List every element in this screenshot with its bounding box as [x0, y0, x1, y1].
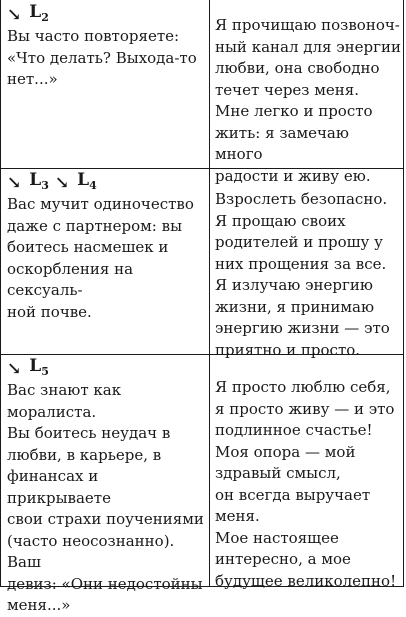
level-label: ↘ $L_2$ [7, 2, 49, 25]
arrow-down-right-icon: ↘ [7, 173, 22, 193]
problem-cell [1, 169, 210, 354]
level-label: ↘ $L_3$ ↘ $L_4$ [7, 170, 97, 193]
affirmation-cell [210, 355, 403, 590]
problem-text: Вы часто повторяете: «Что делать? Выхода-то нет...» [7, 27, 197, 88]
arrow-down-right-icon: ↘ [7, 5, 22, 25]
problem-cell [1, 0, 210, 168]
arrow-down-right-icon: ↘ [54, 173, 70, 193]
table-row [1, 354, 403, 614]
affirmation-cell [210, 169, 403, 359]
affirmation-text: Взрослеть безопасно. Я прощаю своих родителей и прошу у них прощения за все. Я излучаю энергию жизни, я принимаю энергию жизни — это приятно и просто. [215, 190, 390, 359]
table-row [1, 168, 403, 359]
affirmation-text: Я просто люблю себя, я просто живу — и это подлинное счастье! Моя опора — мой здравый смысл, он всегда выручает меня. Мое настоящее интересно, а мое будущее великолепно! [215, 378, 397, 590]
problem-text: Вас знают как моралиста. Вы боитесь неудач в любви, в карьере, в финансах и прикрываете свои страхи поучениями (часто неосознанно). Ваш девиз: «Они недостойны меня...» [7, 381, 204, 614]
affirmation-text: Я прочищаю позвоноч- ный канал для энергии любви, она свободно течет через меня. Мне легко и просто жить: я замечаю много радости и живу ею. [215, 16, 401, 185]
arrow-down-right-icon: ↘ [7, 359, 22, 379]
problem-text: Вас мучит одиночество даже с партнером: вы боитесь насмешек и оскорбления на сексуаль- ной почве. [7, 195, 194, 321]
affirmation-cell [210, 0, 403, 185]
problem-cell [1, 355, 210, 614]
level-label: ↘ $L_5$ [7, 356, 49, 379]
